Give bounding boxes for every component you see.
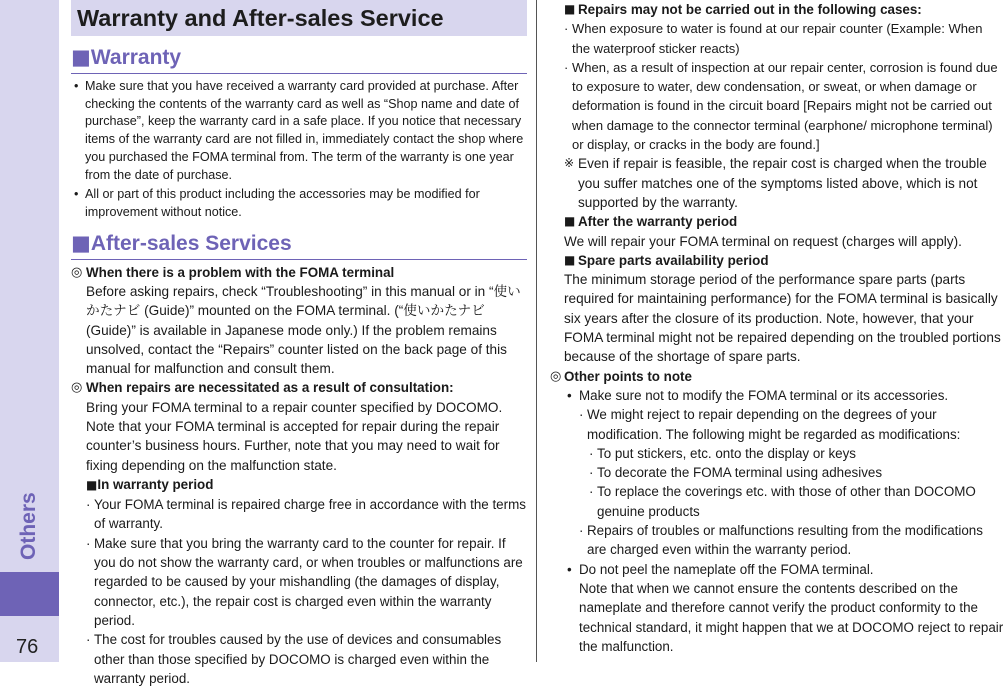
double-circle-icon: ◎: [71, 380, 83, 396]
spare-parts-body: The minimum storage period of the performance spare parts (parts required for maintaining performance) for the FOMA terminal is basically six years after the closure of its production. Note, however, that your FOMA terminal might not be repaired depending on the troubled portions because of the shortage of spare parts.: [564, 272, 1001, 365]
problem-section: [71, 263, 527, 379]
column-divider: [536, 0, 537, 662]
after-warranty-heading: [548, 212, 1004, 231]
modification-item: · To replace the coverings etc. with those of other than DOCOMO genuine products: [548, 482, 1004, 521]
nameplate-bullet: • Do not peel the nameplate off the FOMA terminal.: [548, 560, 1004, 579]
in-warranty-item: · Your FOMA terminal is repaired charge free in accordance with the terms of warranty.: [86, 495, 527, 534]
warranty-bullet: • All or part of this product including the accessories may be modified for improvement without notice.: [71, 186, 527, 221]
after-sales-heading: [71, 230, 527, 260]
modification-item: · To put stickers, etc. onto the display or keys: [548, 444, 1004, 463]
repairs-section: [71, 378, 527, 688]
sidebar-tab-block: [0, 572, 59, 616]
warranty-heading: [71, 44, 527, 74]
not-carried-note-text: Even if repair is feasible, the repair cost is charged when the trouble you suffer matches one of the symptoms listed above, which is not supported by the warranty.: [578, 156, 987, 210]
not-carried-heading: [548, 0, 1004, 19]
not-carried-title: Repairs may not be carried out in the following cases:: [578, 2, 922, 17]
in-warranty-heading: [86, 475, 527, 495]
double-circle-icon: ◎: [550, 368, 562, 384]
not-carried-item: · When, as a result of inspection at our repair center, corrosion is found due to exposure to water, dew condensation, or sweat, or when damage or deformation is found in the circuit board [Repairs might not be carried out when damage to the connector terminal (earphone/ microphone terminal) or display, or cracks in the body are found.]: [548, 58, 1004, 154]
square-bullet-icon: ■: [86, 477, 98, 492]
nameplate-note: Note that when we cannot ensure the contents described on the nameplate and therefore cannot verify the product conformity to the technical standard, it might happen that we at DOCOMO reject to repair the malfunction.: [579, 580, 1004, 654]
problem-body: Before asking repairs, check “Troubleshooting” in this manual or in “使いかたナビ (Guide)” mounted on the FOMA terminal. (“使いかたナビ (Guide)” is available in Japanese mode only.) If the problem remains unsolved, contact the “Repairs” counter listed on the back page of this manual for malfunction and consult them.: [86, 283, 521, 377]
left-column: [71, 0, 527, 688]
warranty-bullet: • Make sure that you have received a warranty card provided at purchase. After checking the contents of the warranty card as well as “Shop name and date of purchase”, keep the warranty card in a safe place. If you notice that necessary items of the warranty card are not filled in, immediately contact the shop where you purchased the FOMA terminal from. The term of the warranty is one year from the date of purchase.: [71, 78, 527, 184]
after-warranty-title: After the warranty period: [578, 214, 738, 230]
reference-mark-icon: ※: [564, 156, 575, 171]
square-bullet-icon: ■: [564, 214, 576, 229]
after-sales-heading-text: After-sales Services: [90, 231, 292, 255]
heading-square-icon: ■: [71, 230, 91, 255]
chapter-title: Warranty and After-sales Service: [71, 0, 527, 36]
heading-square-icon: ■: [71, 45, 91, 69]
in-warranty-title: In warranty period: [97, 476, 214, 492]
other-points-title: Other points to note: [564, 368, 692, 384]
sidebar-band: [0, 0, 59, 662]
double-circle-icon: ◎: [71, 264, 83, 280]
sidebar-section-label: Others: [17, 492, 40, 560]
repairs-title: When repairs are necessitated as a result of consultation:: [86, 380, 454, 396]
after-warranty-body: We will repair your FOMA terminal on request (charges will apply).: [564, 233, 962, 249]
not-carried-item: · When exposure to water is found at our repair counter (Example: When the waterproof sticker reacts): [548, 19, 1004, 58]
square-bullet-icon: ■: [564, 2, 576, 16]
other-points-section: [548, 367, 1004, 386]
page-number: 76: [16, 636, 39, 658]
not-carried-note: [548, 154, 1004, 212]
modify-bullet: • Make sure not to modify the FOMA terminal or its accessories.: [548, 386, 1004, 405]
modification-item: · To decorate the FOMA terminal using adhesives: [548, 463, 1004, 482]
right-column: [548, 0, 1004, 656]
warranty-heading-text: Warranty: [90, 46, 182, 69]
square-bullet-icon: ■: [564, 252, 576, 267]
in-warranty-item: · The cost for troubles caused by the use of devices and consumables other than those specified by DOCOMO is charged even within the warranty period.: [86, 630, 527, 688]
problem-title: When there is a problem with the FOMA terminal: [86, 264, 395, 280]
charged-item: · Repairs of troubles or malfunctions resulting from the modifications are charged even within the warranty period.: [548, 521, 1004, 560]
spare-parts-title: Spare parts availability period: [578, 252, 769, 268]
repairs-body: Bring your FOMA terminal to a repair counter specified by DOCOMO. Note that your FOMA terminal is accepted for repair during the repair counter’s business hours. Further, note that you may need to wait for fixing depending on the malfunction state.: [86, 399, 503, 473]
reject-item: · We might reject to repair depending on the degrees of your modification. The following might be regarded as modifications:: [548, 405, 1004, 444]
spare-parts-heading: [548, 251, 1004, 270]
in-warranty-item: · Make sure that you bring the warranty card to the counter for repair. If you do not show the warranty card, or when troubles or malfunctions are regarded to be caused by your mishandling (the damages of display, connector, etc.), the repair cost is charged even within the warranty period.: [86, 534, 527, 630]
